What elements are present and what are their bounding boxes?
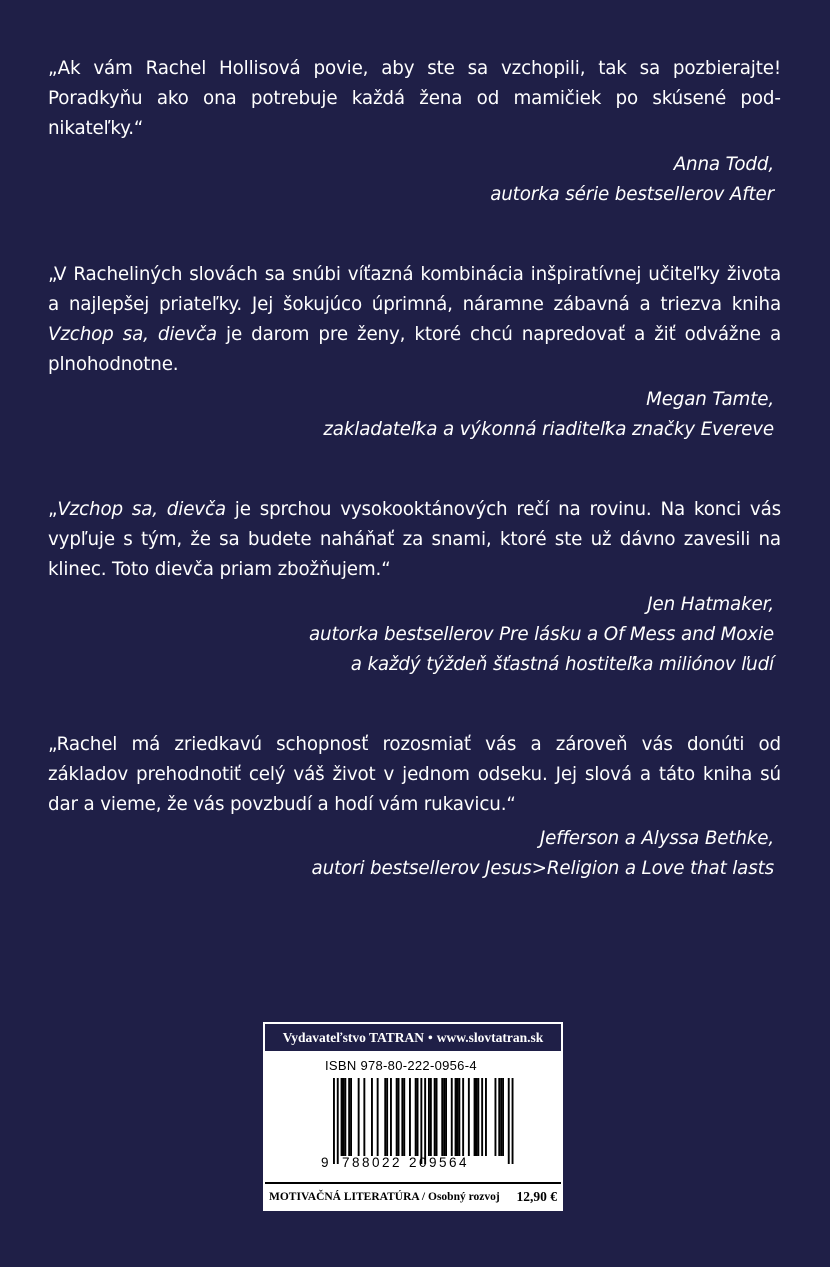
barcode-bar: [420, 1078, 422, 1164]
author-role-2: a každý týždeň šťastná hostiteľka miliónov ľudí: [350, 654, 774, 675]
barcode-bar: [498, 1078, 500, 1156]
barcode-bar: [386, 1078, 388, 1156]
author-role: autori bestsellerov Jesus>Religion a Love that lasts: [311, 858, 774, 879]
quote-anna-todd: „Ak vám Rachel Hollisová povie, aby ste sa vzchopili, tak sa pozbierajte! Poradkyňu ako ona potrebuje každá žena od mamičiek po skúsené podnikateľky.“: [48, 58, 781, 139]
separator-dot: •: [427, 1029, 433, 1045]
barcode-bar: [333, 1078, 335, 1164]
barcode-bar: [468, 1078, 470, 1156]
barcode-bar: [443, 1078, 445, 1156]
barcode-bar: [481, 1078, 483, 1156]
isbn-label: ISBN 978-80-222-0956-4: [325, 1058, 477, 1073]
barcode-bar: [348, 1078, 350, 1156]
barcode-bar: [485, 1078, 487, 1156]
quote-bethke: „Rachel má zriedkavú schopnosť rozosmiať vás a zároveň vás donúti od základov prehodnotiť celý váš život v jednom odseku. Jej slová a táto kniha sú dar a vieme, že vás povzbudí a hodí vám rukavicu.“: [48, 734, 781, 815]
barcode-bar: [495, 1078, 497, 1156]
author-role: autorka bestsellerov Pre lásku a Of Mess and Moxie: [308, 624, 774, 645]
barcode-bar: [430, 1078, 432, 1156]
barcode-bar: [445, 1078, 447, 1156]
attribution-megan-tamte: [174, 385, 774, 445]
barcode-bar: [403, 1078, 405, 1156]
barcode-bar: [377, 1078, 379, 1156]
barcode-bar: [390, 1078, 392, 1156]
barcode-bar: [417, 1078, 419, 1156]
barcode-bar: [424, 1078, 426, 1164]
barcode-bar: [337, 1078, 339, 1164]
author-name: Anna Todd,: [673, 154, 774, 175]
barcode-bar: [474, 1078, 476, 1156]
author-role: zakladateľka a výkonná riaditeľka značky Evereve: [323, 419, 774, 440]
barcode-bar: [451, 1078, 453, 1156]
barcode-bar: [341, 1078, 343, 1156]
barcode-bar: [457, 1078, 459, 1156]
barcode-bar: [477, 1078, 479, 1156]
price-label: 12,90 €: [516, 1188, 557, 1204]
barcode-bar: [500, 1078, 502, 1156]
barcode-bar: [409, 1078, 411, 1156]
attribution-anna-todd: [174, 150, 774, 210]
barcode-bar: [434, 1078, 436, 1156]
barcode-bar: [350, 1078, 352, 1156]
barcode-bar: [401, 1078, 403, 1156]
quote-megan-tamte: „V Racheliných slovách sa snúbi víťazná kombinácia inšpiratívnej učiteľky života a najlepšej priateľky. Jej šokujúco úprimná, náramne zábavná a triezva kniha Vzchop sa, dievča je darom pre ženy, ktoré chcú napredovať a žiť odvážne a plnohodnotne.: [48, 264, 781, 375]
attribution-jen-hatmaker: [174, 590, 774, 680]
author-name: Jen Hatmaker,: [647, 594, 774, 615]
barcode-bar: [363, 1078, 365, 1156]
category-bar: [265, 1182, 561, 1209]
ean-first-digit: 9: [321, 1155, 329, 1170]
publisher-name: Vydavateľstvo TATRAN: [282, 1029, 424, 1045]
barcode-bar: [358, 1078, 360, 1156]
quote-jen-hatmaker: „Vzchop sa, dievča je sprchou vysokooktánových rečí na rovinu. Na konci vás vypľuje s tým, že sa budete naháňať za snami, ktoré ste už dávno zavesili na klinec. Toto dievča priam zbožňujem.“: [48, 499, 781, 580]
barcode-bar: [512, 1078, 514, 1164]
barcode-box: [263, 1022, 563, 1211]
attribution-bethke: [174, 824, 774, 884]
barcode-bar: [436, 1078, 438, 1156]
barcode-bar: [428, 1078, 430, 1156]
barcode-bar: [476, 1078, 478, 1156]
author-name: Megan Tamte,: [646, 389, 774, 410]
ean-left-digits: 788022: [342, 1155, 403, 1170]
barcode-bar: [502, 1078, 504, 1156]
category-label: MOTIVAČNÁ LITERATÚRA / Osobný rozvoj: [269, 1190, 500, 1203]
barcode-bar: [508, 1078, 510, 1164]
barcode-bar: [455, 1078, 457, 1156]
author-name: Jefferson a Alyssa Bethke,: [539, 828, 774, 849]
barcode-bar: [396, 1078, 398, 1156]
barcode-bar: [344, 1078, 346, 1156]
author-role: autorka série bestsellerov After: [490, 184, 774, 205]
barcode-bar: [384, 1078, 386, 1156]
barcode-bar: [371, 1078, 373, 1156]
barcode-bar: [462, 1078, 464, 1156]
barcode-bar: [343, 1078, 345, 1156]
barcode-bar: [415, 1078, 417, 1156]
barcode-bar: [398, 1078, 400, 1156]
barcode-bar: [441, 1078, 443, 1156]
publisher-website: www.slovtatran.sk: [436, 1029, 544, 1045]
ean-right-digits: 209564: [409, 1155, 470, 1170]
barcode-bar: [458, 1078, 460, 1156]
